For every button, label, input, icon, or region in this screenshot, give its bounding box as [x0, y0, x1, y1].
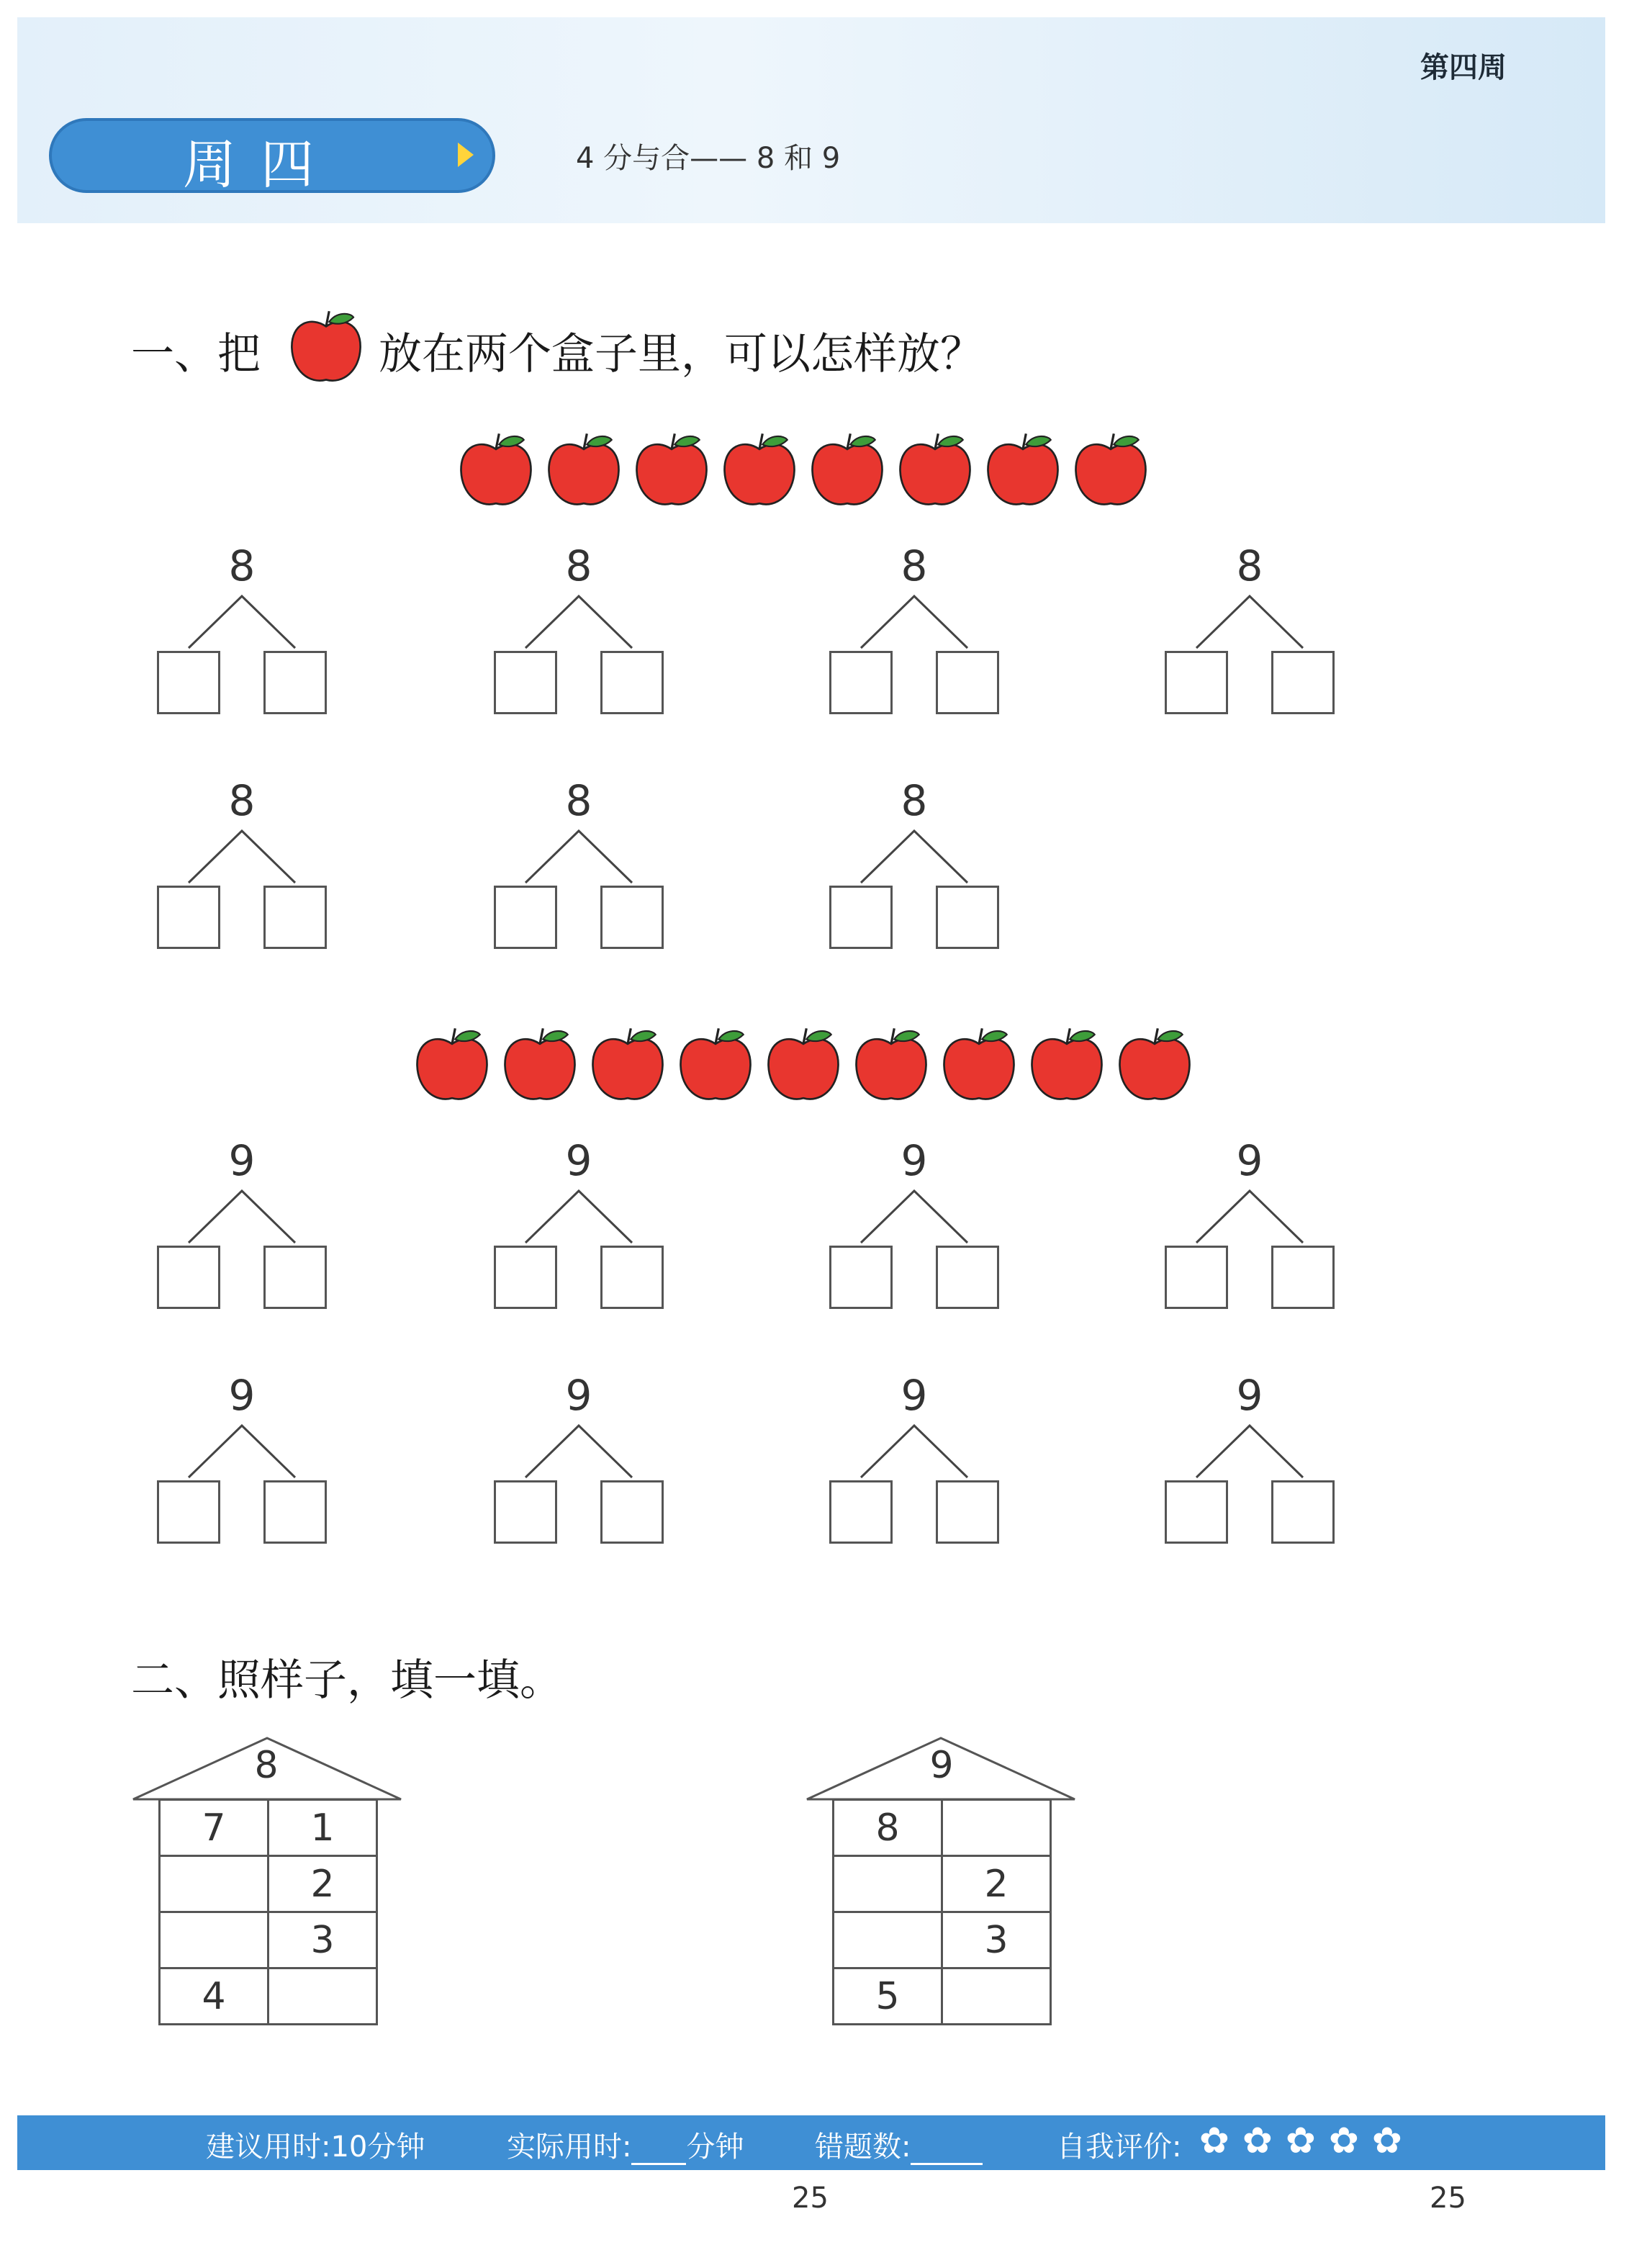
house-right-total: 9	[929, 1744, 954, 1787]
house-cell: 3	[942, 1912, 1051, 1968]
self-eval-label: 自我评价:	[1057, 2130, 1182, 2164]
apple-icon	[1072, 431, 1150, 511]
split-lines	[184, 828, 299, 886]
answer-box-left[interactable]	[1165, 1246, 1228, 1309]
split-total: 9	[565, 1136, 592, 1185]
answer-box-right[interactable]	[936, 1480, 999, 1544]
answer-box-left[interactable]	[494, 651, 557, 714]
answer-box-left[interactable]	[829, 1246, 893, 1309]
house-cell-blank[interactable]	[834, 1912, 942, 1968]
answer-box-right[interactable]	[263, 651, 327, 714]
page-number-right: 25	[1430, 2182, 1466, 2215]
house-row	[834, 1912, 1051, 1968]
apple-icon	[545, 431, 623, 511]
split-total: 9	[228, 1371, 256, 1420]
house-row	[160, 1856, 377, 1912]
apple-icon	[764, 1025, 842, 1106]
house-left-grid	[158, 1799, 378, 2025]
error-count-blank[interactable]	[911, 2137, 983, 2165]
actual-time-blank[interactable]	[631, 2137, 686, 2165]
house-cell-blank[interactable]	[160, 1912, 269, 1968]
house-cell: 2	[942, 1856, 1051, 1912]
answer-box-left[interactable]	[494, 886, 557, 949]
apple-icon	[1116, 1025, 1193, 1106]
split-lines	[857, 828, 972, 886]
answer-box-left[interactable]	[157, 1246, 220, 1309]
answer-box-left[interactable]	[829, 1480, 893, 1544]
apple-icon	[589, 1025, 667, 1106]
house-row	[834, 1856, 1051, 1912]
actual-time-label: 实际用时:	[507, 2130, 632, 2164]
split-total: 8	[228, 776, 256, 825]
house-row	[834, 1968, 1051, 2025]
split-total: 9	[228, 1136, 256, 1185]
suggested-time: 建议用时:10分钟	[206, 2130, 425, 2164]
house-cell: 7	[160, 1800, 269, 1856]
error-count	[815, 2124, 983, 2165]
answer-box-right[interactable]	[263, 1246, 327, 1309]
answer-box-right[interactable]	[600, 1246, 664, 1309]
split-lines	[184, 1188, 299, 1246]
house-cell-blank[interactable]	[942, 1968, 1051, 2025]
house-cell: 5	[834, 1968, 942, 2025]
split-lines	[521, 593, 636, 651]
answer-box-right[interactable]	[936, 651, 999, 714]
house-cell: 4	[160, 1968, 269, 2025]
error-count-label: 错题数:	[815, 2130, 911, 2164]
apple-icon	[808, 431, 886, 511]
house-right-grid	[832, 1799, 1052, 2025]
apple-icon	[457, 431, 535, 511]
house-cell-blank[interactable]	[942, 1800, 1051, 1856]
apple-icon	[633, 431, 710, 511]
answer-box-right[interactable]	[600, 651, 664, 714]
answer-box-right[interactable]	[1271, 1246, 1335, 1309]
actual-time	[507, 2124, 744, 2165]
split-lines	[184, 593, 299, 651]
split-lines	[184, 1423, 299, 1480]
answer-box-left[interactable]	[494, 1480, 557, 1544]
apple-icon	[940, 1025, 1018, 1106]
split-total: 8	[565, 776, 592, 825]
answer-box-left[interactable]	[157, 886, 220, 949]
house-row	[834, 1800, 1051, 1856]
apple-icon	[288, 308, 364, 387]
split-total: 9	[901, 1136, 928, 1185]
answer-box-left[interactable]	[1165, 1480, 1228, 1544]
answer-box-right[interactable]	[263, 1480, 327, 1544]
actual-time-unit: 分钟	[686, 2130, 744, 2164]
apple-icon	[984, 431, 1062, 511]
split-lines	[1192, 1188, 1307, 1246]
apple-icon	[413, 1025, 491, 1106]
answer-box-left[interactable]	[829, 651, 893, 714]
section-2-title: 二、照样子，填一填。	[131, 1655, 563, 1706]
answer-box-right[interactable]	[600, 886, 664, 949]
star-icon[interactable]: ✿	[1242, 2120, 1273, 2161]
split-total: 8	[901, 541, 928, 590]
section-1-title-prefix: 一、把	[131, 329, 261, 379]
split-total: 8	[901, 776, 928, 825]
house-cell: 8	[834, 1800, 942, 1856]
house-row	[160, 1800, 377, 1856]
split-lines	[1192, 1423, 1307, 1480]
section-1-title-suffix: 放在两个盒子里，可以怎样放？	[379, 329, 983, 379]
house-cell-blank[interactable]	[269, 1968, 377, 2025]
house-cell-blank[interactable]	[160, 1856, 269, 1912]
page-number-center: 25	[792, 2182, 829, 2215]
house-cell: 2	[269, 1856, 377, 1912]
answer-box-left[interactable]	[157, 1480, 220, 1544]
split-lines	[521, 1188, 636, 1246]
answer-box-right[interactable]	[263, 886, 327, 949]
split-lines	[521, 828, 636, 886]
split-total: 9	[565, 1371, 592, 1420]
answer-box-left[interactable]	[1165, 651, 1228, 714]
apple-icon	[721, 431, 798, 511]
answer-box-left[interactable]	[494, 1246, 557, 1309]
split-total: 8	[228, 541, 256, 590]
split-total: 9	[901, 1371, 928, 1420]
house-row	[160, 1912, 377, 1968]
split-total: 9	[1236, 1371, 1263, 1420]
day-label: 周四	[183, 134, 338, 196]
split-total: 8	[1236, 541, 1263, 590]
star-icon[interactable]: ✿	[1329, 2120, 1359, 2161]
lesson-title: 4 分与合—— 8 和 9	[576, 142, 841, 175]
split-total: 9	[1236, 1136, 1263, 1185]
house-row	[160, 1968, 377, 2025]
house-cell-blank[interactable]	[834, 1856, 942, 1912]
week-label: 第四周	[1420, 51, 1507, 84]
apple-icon	[501, 1025, 579, 1106]
answer-box-right[interactable]	[936, 886, 999, 949]
star-icon[interactable]: ✿	[1286, 2120, 1316, 2161]
split-lines	[857, 1188, 972, 1246]
answer-box-right[interactable]	[600, 1480, 664, 1544]
split-lines	[521, 1423, 636, 1480]
triangle-arrow-icon	[458, 143, 474, 167]
house-left-total: 8	[254, 1744, 279, 1787]
split-total: 8	[565, 541, 592, 590]
house-cell: 1	[269, 1800, 377, 1856]
star-icon[interactable]: ✿	[1199, 2120, 1229, 2161]
split-lines	[857, 593, 972, 651]
answer-box-left[interactable]	[829, 886, 893, 949]
answer-box-right[interactable]	[936, 1246, 999, 1309]
apple-icon	[677, 1025, 754, 1106]
star-icon[interactable]: ✿	[1372, 2120, 1402, 2161]
house-cell: 3	[269, 1912, 377, 1968]
answer-box-right[interactable]	[1271, 651, 1335, 714]
apple-icon	[1028, 1025, 1106, 1106]
apple-icon	[852, 1025, 930, 1106]
answer-box-left[interactable]	[157, 651, 220, 714]
split-lines	[857, 1423, 972, 1480]
apple-icon	[896, 431, 974, 511]
split-lines	[1192, 593, 1307, 651]
answer-box-right[interactable]	[1271, 1480, 1335, 1544]
